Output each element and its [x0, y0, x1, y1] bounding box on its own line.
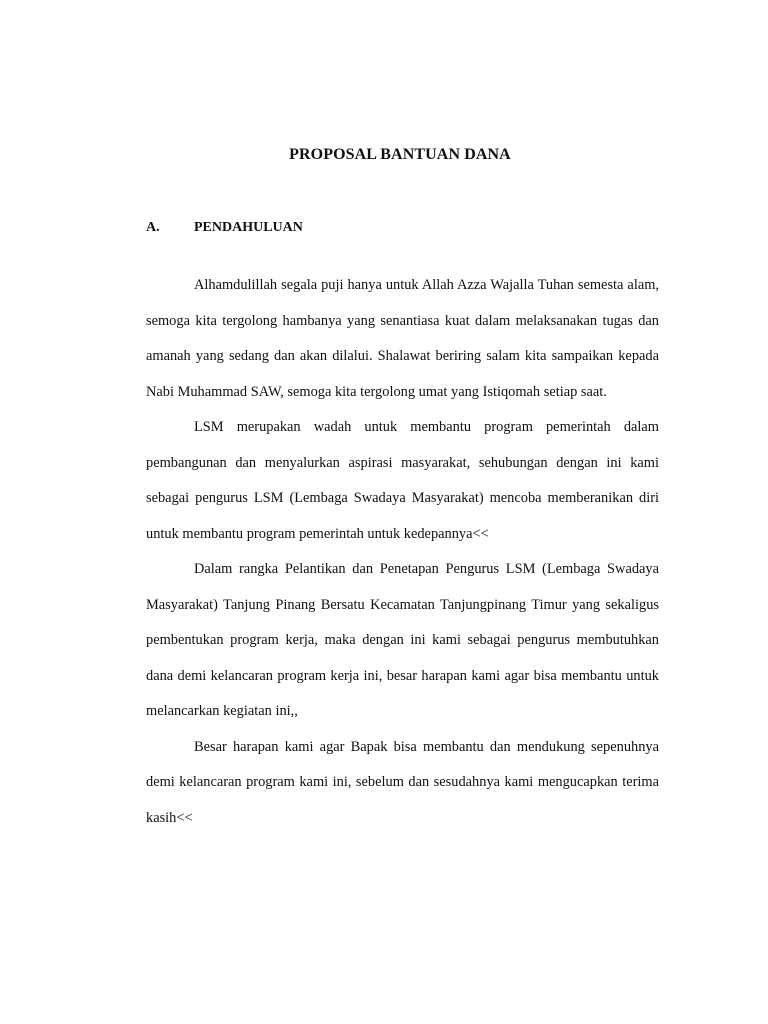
- paragraph-3: Dalam rangka Pelantikan dan Penetapan Pengurus LSM (Lembaga Swadaya Masyarakat) Tanjung Pinang Bersatu Kecamatan Tanjungpinang Timur yang sekaligus pembentukan program kerja, maka dengan ini kami sebagai pengurus membutuhkan dana demi kelancaran program kerja ini, besar harapan kami agar bisa membantu untuk melancarkan kegiatan ini,,: [146, 561, 659, 719]
- section-letter: A.: [146, 220, 160, 235]
- paragraph-2: LSM merupakan wadah untuk membantu program pemerintah dalam pembangunan dan menyalurkan aspirasi masyarakat, sehubungan dengan ini kami sebagai pengurus LSM (Lembaga Swadaya Masyarakat) mencoba memberanikan diri untuk membantu program pemerintah untuk kedepannya<<: [146, 419, 659, 542]
- paragraph-1: Alhamdulillah segala puji hanya untuk Allah Azza Wajalla Tuhan semesta alam, semoga kita tergolong hambanya yang senantiasa kuat dalam melaksanakan tugas dan amanah yang sedang dan akan dilalui. Shalawat beriring salam kita sampaikan kepada Nabi Muhammad SAW, semoga kita tergolong umat yang Istiqomah setiap saat.: [146, 277, 659, 400]
- paragraph-4: Besar harapan kami agar Bapak bisa membantu dan mendukung sepenuhnya demi kelancaran program kami ini, sebelum dan sesudahnya kami mengucapkan terima kasih<<: [146, 738, 659, 826]
- body-text: [146, 268, 659, 836]
- document-title: PROPOSAL BANTUAN DANA: [289, 146, 511, 163]
- section-heading: [146, 220, 303, 236]
- section-title: PENDAHULUAN: [194, 220, 303, 235]
